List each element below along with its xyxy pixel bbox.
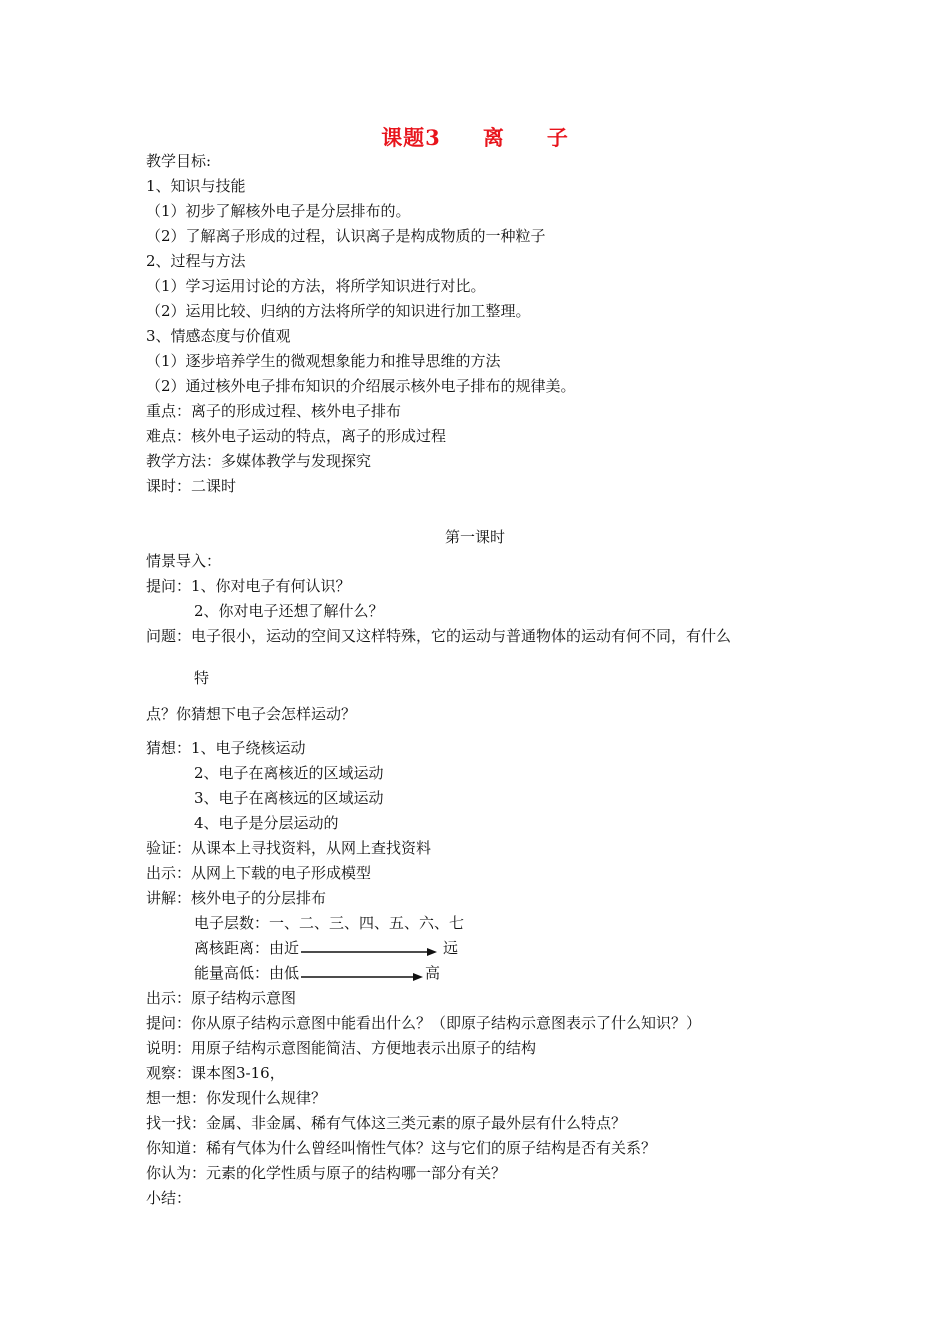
guess-line: 猜想：1、电子绕核运动 <box>146 739 306 757</box>
guess-line: 3、电子在离核远的区域运动 <box>194 789 384 807</box>
key-point: 重点：离子的形成过程、核外电子排布 <box>146 402 402 420</box>
ask-line: 提问：你从原子结构示意图中能看出什么？（即原子结构示意图表示了什么知识？） <box>146 1014 702 1032</box>
title-char-1: 离 <box>482 125 505 150</box>
arrow-right-icon <box>299 967 425 981</box>
energy-end: 高 <box>425 964 441 982</box>
show-line: 出示：原子结构示意图 <box>146 989 297 1007</box>
know-line: 你知道：稀有气体为什么曾经叫惰性气体？这与它们的原子结构是否有关系？ <box>146 1139 657 1157</box>
objective-line: （1）学习运用讨论的方法，将所学知识进行对比。 <box>146 277 486 295</box>
problem-line: 问题：电子很小，运动的空间又这样特殊，它的运动与普通物体的运动有何不同，有什么 <box>146 627 732 645</box>
distance-label: 离核距离：由近 <box>194 939 300 957</box>
verify-line: 验证：从课本上寻找资料，从网上查找资料 <box>146 839 432 857</box>
find-line: 找一找：金属、非金属、稀有气体这三类元素的原子最外层有什么特点？ <box>146 1114 627 1132</box>
class-hours: 课时：二课时 <box>146 477 237 495</box>
observe-line: 观察：课本图3-16， <box>146 1064 285 1082</box>
question-line: 2、你对电子还想了解什么？ <box>194 602 384 620</box>
question-line: 提问：1、你对电子有何认识？ <box>146 577 351 595</box>
distance-line <box>194 938 458 958</box>
arrow-right-icon <box>299 942 439 956</box>
objective-line: （1）逐步培养学生的微观想象能力和推导思维的方法 <box>146 352 501 370</box>
energy-line <box>194 963 440 983</box>
objective-line: （1）初步了解核外电子是分层排布的。 <box>146 202 411 220</box>
lesson-heading: 第一课时 <box>444 528 505 546</box>
layers-line: 电子层数：一、二、三、四、五、六、七 <box>194 914 465 932</box>
objective-line: （2）运用比较、归纳的方法将所学的知识进行加工整理。 <box>146 302 531 320</box>
objective-line: 1、知识与技能 <box>146 177 246 195</box>
opinion-line: 你认为：元素的化学性质与原子的结构哪一部分有关？ <box>146 1164 507 1182</box>
title-main: 课题3 <box>381 125 441 150</box>
explain-line: 讲解：核外电子的分层排布 <box>146 889 327 907</box>
objective-line: 3、情感态度与价值观 <box>146 327 291 345</box>
difficult-point: 难点：核外电子运动的特点，离子的形成过程 <box>146 427 447 445</box>
objective-line: （2）通过核外电子排布知识的介绍展示核外电子排布的规律美。 <box>146 377 576 395</box>
title-char-2: 子 <box>546 125 569 150</box>
guess-line: 4、电子是分层运动的 <box>194 814 339 832</box>
intro-line: 情景导入： <box>146 552 222 570</box>
teaching-method: 教学方法：多媒体教学与发现探究 <box>146 452 372 470</box>
objectives-heading: 教学目标: <box>146 152 212 170</box>
problem-line-cont: 特 <box>194 669 210 687</box>
distance-end: 远 <box>443 939 459 957</box>
guess-line: 2、电子在离核近的区域运动 <box>194 764 384 782</box>
objective-line: （2）了解离子形成的过程，认识离子是构成物质的一种粒子 <box>146 227 546 245</box>
note-line: 说明：用原子结构示意图能简洁、方便地表示出原子的结构 <box>146 1039 537 1057</box>
energy-label: 能量高低：由低 <box>194 964 300 982</box>
show-line: 出示：从网上下载的电子形成模型 <box>146 864 372 882</box>
page-title <box>0 122 950 152</box>
think-line: 想一想：你发现什么规律？ <box>146 1089 327 1107</box>
objective-line: 2、过程与方法 <box>146 252 246 270</box>
summary-line: 小结： <box>146 1189 192 1207</box>
problem-line-cont: 点？你猜想下电子会怎样运动？ <box>146 705 357 723</box>
